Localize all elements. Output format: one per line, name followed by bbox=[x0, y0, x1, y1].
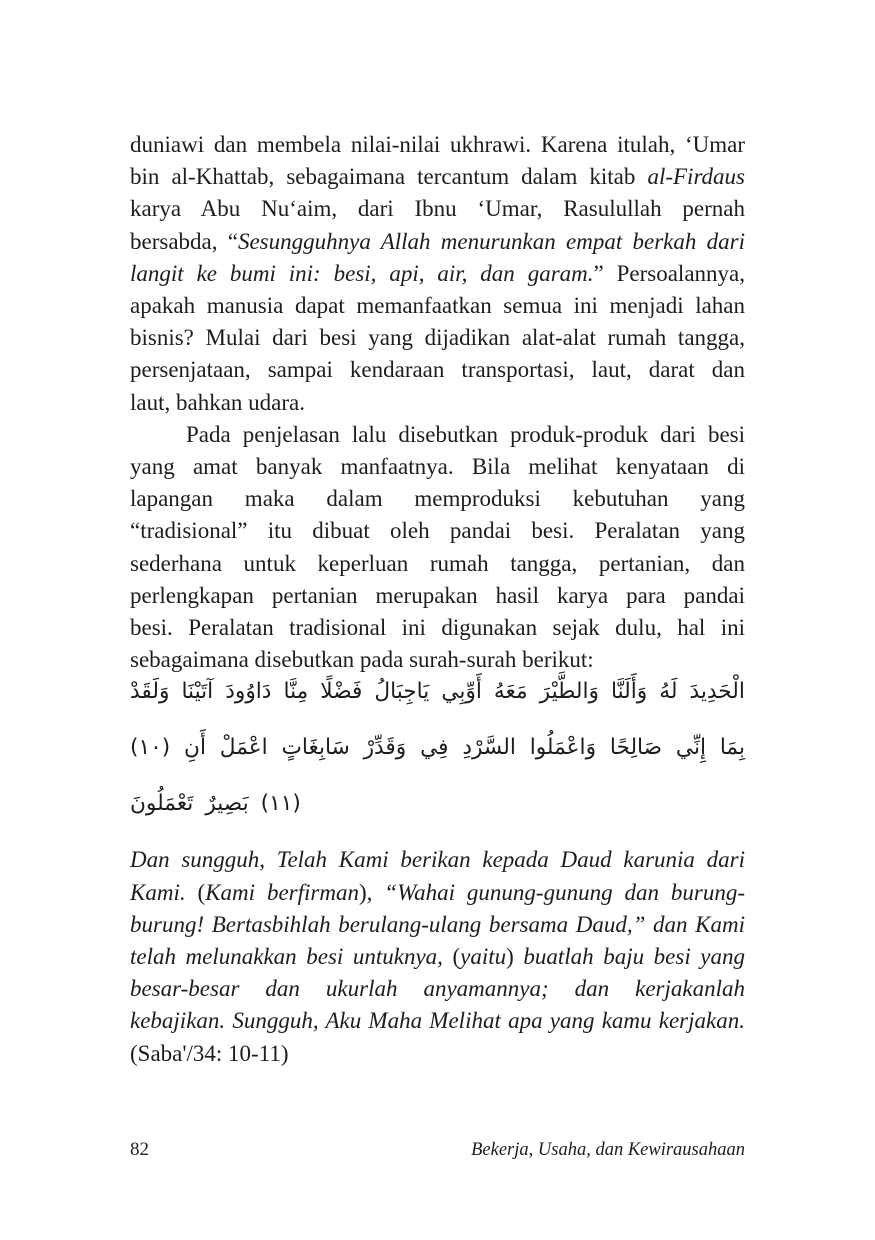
verse-word: دَاوُودَ bbox=[225, 679, 272, 705]
text-run: “tradisional” itu dibuat oleh pandai besi. Peralatan yang bbox=[130, 518, 745, 544]
verse-word: أَوِّبِي bbox=[441, 679, 482, 705]
quran-verse bbox=[130, 664, 745, 832]
italic-text-run: buatlah baju besi yang bbox=[513, 944, 745, 970]
verse-word: مَعَهُ bbox=[493, 679, 528, 705]
text-run: ) bbox=[506, 944, 514, 970]
verse-word: سَابِغَاتٍ bbox=[281, 735, 350, 761]
text-run: ” Persoalannya, bbox=[593, 260, 745, 286]
text-line bbox=[130, 548, 745, 580]
italic-text-run: telah melunakkan besi untuknya, bbox=[130, 944, 453, 970]
verse-word: فَضْلًا bbox=[320, 679, 363, 705]
text-run: sebagaimana disebutkan pada surah-surah berikut: bbox=[130, 647, 594, 673]
text-line bbox=[130, 419, 745, 451]
italic-text-run: Dan sungguh, Telah Kami berikan kepada Daud karunia dari bbox=[130, 847, 745, 873]
text-line bbox=[130, 909, 745, 941]
italic-text-run: al-Firdaus bbox=[647, 164, 745, 190]
text-run: bisnis? Mulai dari besi yang dijadikan alat-alat rumah tangga, bbox=[130, 325, 745, 351]
text-line bbox=[130, 129, 745, 161]
verse-word: بِمَا bbox=[719, 735, 745, 761]
verse-word: أَنِ bbox=[184, 735, 206, 761]
text-line bbox=[130, 451, 745, 483]
verse-word: السَّرْدِ bbox=[462, 735, 516, 761]
text-run: ( bbox=[452, 944, 461, 970]
verse-word: وَقَدِّرْ bbox=[363, 735, 407, 761]
verse-citation: (Saba'/34: 10-11) bbox=[130, 1040, 289, 1066]
text-run: bin al-Khattab, sebagaimana tercantum dalam kitab bbox=[130, 164, 648, 190]
page-content bbox=[130, 129, 745, 1070]
text-line bbox=[130, 1005, 745, 1037]
page-number: 82 bbox=[130, 1139, 149, 1160]
verse-word: الْحَدِيدَ bbox=[689, 679, 745, 705]
italic-text-run: Kami berfirman bbox=[205, 879, 359, 905]
text-run: laut, bahkan udara. bbox=[130, 389, 305, 415]
text-run: yang amat banyak manfaatnya. Bila melihat kenyataan di bbox=[130, 454, 745, 480]
verse-word: وَاعْمَلُوا bbox=[529, 735, 597, 761]
verse-word: اعْمَلْ bbox=[219, 735, 268, 761]
verse-translation-lines bbox=[130, 844, 745, 1037]
verse-word: (١٠) bbox=[130, 735, 171, 761]
text-run: perlengkapan pertanian merupakan hasil karya para pandai bbox=[130, 582, 745, 608]
verse-line bbox=[130, 776, 745, 832]
text-run: persenjataan, sampai kendaraan transportasi, laut, darat dan bbox=[130, 357, 745, 383]
page-footer bbox=[130, 1137, 745, 1163]
italic-text-run: , “Wahai gunung-gunung dan burung- bbox=[366, 879, 746, 905]
verse-word: وَلَقَدْ bbox=[130, 679, 170, 705]
verse-line bbox=[130, 720, 745, 776]
verse-word: إِنِّي bbox=[675, 735, 706, 761]
italic-text-run: Sesungguhnya Allah menurunkan empat berkah dari bbox=[237, 228, 745, 254]
running-title: Bekerja, Usaha, dan Kewirausahaan bbox=[471, 1140, 745, 1160]
verse-word: صَالِحًا bbox=[609, 735, 663, 761]
verse-word: فِي bbox=[420, 735, 449, 761]
text-line bbox=[130, 877, 745, 909]
verse-word: وَالطَّيْرَ bbox=[539, 679, 599, 705]
text-line bbox=[130, 580, 745, 612]
text-run: ( bbox=[197, 879, 206, 905]
text-run: apakah manusia dapat memanfaatkan semua ini menjadi lahan bbox=[130, 293, 745, 319]
text-run: duniawi dan membela nilai-nilai ukhrawi. Karena itulah, ‘Umar bbox=[130, 132, 745, 157]
paragraph bbox=[130, 129, 745, 419]
text-line bbox=[130, 258, 745, 290]
text-line bbox=[130, 290, 745, 322]
text-line bbox=[130, 193, 745, 225]
text-run: besi. Peralatan tradisional ini digunakan sejak dulu, hal ini bbox=[130, 615, 745, 641]
verse-word: يَاجِبَالُ bbox=[374, 679, 430, 705]
text-run: lapangan maka dalam memproduksi kebutuhan yang bbox=[130, 486, 745, 512]
verse-translation bbox=[130, 844, 745, 1069]
verse-word: وَأَلَنَّا bbox=[611, 679, 648, 705]
italic-text-run: kebajikan. Sungguh, Aku Maha Melihat apa yang kamu kerjakan. bbox=[130, 1008, 745, 1034]
italic-text-run: burung! Bertasbihlah berulang-ulang bersama Daud,” dan Kami bbox=[130, 911, 745, 937]
verse-word: مِنَّا bbox=[283, 679, 309, 705]
text-run: sederhana untuk keperluan rumah tangga, pertanian, dan bbox=[130, 550, 745, 576]
text-line bbox=[130, 612, 745, 644]
verse-word: تَعْمَلُونَ bbox=[130, 791, 194, 817]
text-line bbox=[130, 941, 745, 973]
text-run: bersabda, “ bbox=[130, 228, 238, 254]
italic-text-run: yaitu bbox=[460, 944, 507, 970]
italic-text-run: Kami. bbox=[130, 879, 198, 905]
text-line bbox=[130, 161, 745, 193]
body-text bbox=[130, 129, 745, 676]
text-line bbox=[130, 844, 745, 876]
paragraph bbox=[130, 419, 745, 677]
verse-word: آتَيْنَا bbox=[181, 679, 214, 705]
text-run: ) bbox=[358, 879, 367, 905]
italic-text-run: besar-besar dan ukurlah anyamannya; dan kerjakanlah bbox=[130, 976, 745, 1002]
text-line bbox=[130, 515, 745, 547]
text-run: karya Abu Nu‘aim, dari Ibnu ‘Umar, Rasulullah pernah bbox=[130, 196, 745, 222]
text-line bbox=[130, 322, 745, 354]
text-run: Pada penjelasan lalu disebutkan produk-produk dari besi bbox=[186, 421, 745, 447]
verse-word: لَهُ bbox=[659, 679, 678, 705]
text-line bbox=[130, 973, 745, 1005]
verse-word: بَصِيرٌ bbox=[205, 791, 249, 817]
text-line bbox=[130, 387, 745, 419]
italic-text-run: langit ke bumi ini: besi, api, air, dan garam. bbox=[130, 260, 594, 286]
verse-word: (١١) bbox=[260, 791, 301, 817]
text-line bbox=[130, 483, 745, 515]
text-line bbox=[130, 226, 745, 258]
text-line bbox=[130, 354, 745, 386]
